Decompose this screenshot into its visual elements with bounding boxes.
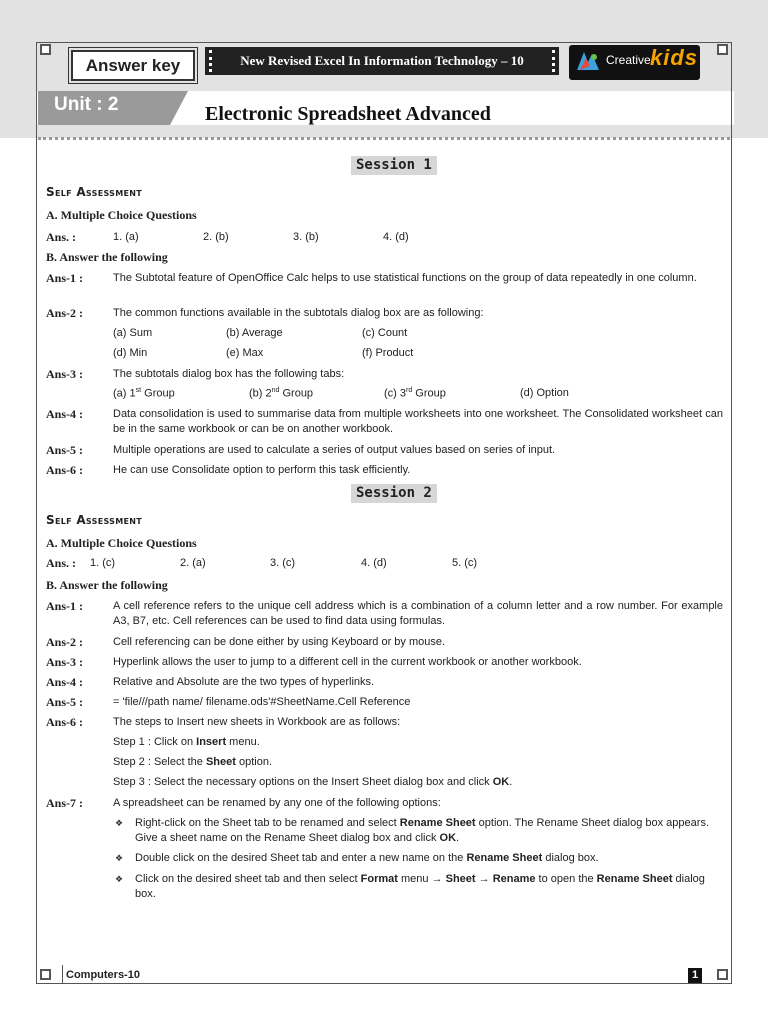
mcq-answer: 3. (c) — [270, 557, 296, 569]
ans-label: Ans. : — [46, 230, 77, 244]
answer-following-heading: B. Answer the following — [46, 578, 168, 592]
answer-text: = 'file///path name/ filename.ods'#SheetName.Cell Reference — [113, 696, 411, 708]
option-item: (b) 2nd Group — [249, 387, 314, 400]
bullet-item: Click on the desired sheet tab and then select Format menu → Sheet → Rename to open the Rename Sheet dialog box. — [135, 873, 705, 900]
answer-text: Cell referencing can be done either by using Keyboard or by mouse. — [113, 636, 446, 648]
mcq-answer: 4. (d) — [383, 231, 409, 243]
mcq-answer: 2. (b) — [203, 231, 229, 243]
mcq-heading: A. Multiple Choice Questions — [46, 536, 197, 550]
mcq-answer: 1. (c) — [90, 557, 116, 569]
bullet-icon: ❖ — [115, 818, 124, 828]
answer-text: The subtotals dialog box has the following tabs: — [113, 368, 345, 380]
answer-text: The Subtotal feature of OpenOffice Calc helps to use statistical functions on the group of data repeatedly in one column. — [113, 272, 697, 284]
answer-label: Ans-2 : — [46, 306, 84, 320]
answer-label: Ans-5 : — [46, 443, 84, 457]
answer-label: Ans-5 : — [46, 695, 84, 709]
option-item: (c) Count — [362, 327, 408, 339]
answer-text: The common functions available in the subtotals dialog box are as following: — [113, 307, 484, 319]
bullet-icon: ❖ — [115, 874, 124, 884]
answer-label: Ans-6 : — [46, 463, 84, 477]
unit-title: Electronic Spreadsheet Advanced — [205, 103, 491, 125]
logo-text: Creative — [606, 53, 651, 67]
footer-book: Computers-10 — [66, 969, 140, 981]
answer-label: Ans-1 : — [46, 599, 84, 613]
self-assessment-heading: Self Assessment — [46, 513, 143, 527]
option-item: (e) Max — [226, 347, 264, 359]
answer-label: Ans-4 : — [46, 407, 84, 421]
answer-text: Data consolidation is used to summarise data from multiple worksheets into one worksheet. The Consolidated worksheet can be in the same workbook or can be on another workbook. — [113, 408, 723, 435]
answer-label: Ans-6 : — [46, 715, 84, 729]
book-title: New Revised Excel In Information Technology – 10 — [205, 47, 559, 75]
answer-label: Ans-7 : — [46, 796, 84, 810]
mcq-answer: 3. (b) — [293, 231, 319, 243]
self-assessment-heading: Self Assessment — [46, 185, 143, 199]
answer-key-badge: Answer key — [71, 50, 195, 81]
bullet-item: Double click on the desired Sheet tab and enter a new name on the Rename Sheet dialog box. — [135, 852, 599, 864]
answer-text: Relative and Absolute are the two types of hyperlinks. — [113, 676, 375, 688]
ans-label: Ans. : — [46, 556, 77, 570]
unit-label: Unit : 2 — [54, 94, 119, 115]
answer-label: Ans-2 : — [46, 635, 84, 649]
step-item: Step 1 : Click on Insert menu. — [113, 736, 260, 748]
option-item: (d) Option — [520, 387, 569, 399]
session-2-heading: Session 2 — [351, 484, 437, 503]
footer-divider — [62, 965, 63, 983]
answer-text: A cell reference refers to the unique cell address which is a combination of a column letter and a row number. For example A3, B7, etc. Cell references can be used to find data using formulas. — [113, 600, 723, 627]
answer-label: Ans-3 : — [46, 655, 84, 669]
answer-label: Ans-4 : — [46, 675, 84, 689]
bullet-icon: ❖ — [115, 853, 124, 863]
mcq-answer: 1. (a) — [113, 231, 139, 243]
answer-text: He can use Consolidate option to perform this task efficiently. — [113, 464, 411, 476]
mcq-answer: 4. (d) — [361, 557, 387, 569]
frame-corner — [717, 44, 728, 55]
answer-text: Multiple operations are used to calculate a series of output values based on series of input. — [113, 444, 556, 456]
mcq-answer: 5. (c) — [452, 557, 478, 569]
option-item: (c) 3rd Group — [384, 387, 446, 400]
answer-label: Ans-3 : — [46, 367, 84, 381]
option-item: (d) Min — [113, 347, 148, 359]
mcq-answer: 2. (a) — [180, 557, 206, 569]
answer-text: The steps to Insert new sheets in Workbook are as follows: — [113, 716, 401, 728]
option-item: (f) Product — [362, 347, 414, 359]
frame-corner — [40, 969, 51, 980]
frame-corner — [717, 969, 728, 980]
step-item: Step 2 : Select the Sheet option. — [113, 756, 273, 768]
frame-corner — [40, 44, 51, 55]
option-item: (b) Average — [226, 327, 283, 339]
option-item: (a) 1st Group — [113, 387, 175, 400]
answer-label: Ans-1 : — [46, 271, 84, 285]
logo-mark-icon — [574, 48, 602, 76]
answer-text: Hyperlink allows the user to jump to a different cell in the current workbook or another workbook. — [113, 656, 582, 668]
page-number: 1 — [688, 968, 702, 983]
bullet-item: Right-click on the Sheet tab to be renamed and select Rename Sheet option. The Rename Sheet dialog box appears. Give a sheet name on the Rename Sheet dialog box and click OK. — [135, 817, 709, 844]
step-item: Step 3 : Select the necessary options on the Insert Sheet dialog box and click OK. — [113, 776, 513, 788]
answer-text: A spreadsheet can be renamed by any one of the following options: — [113, 797, 441, 809]
dotted-divider — [38, 137, 730, 140]
logo-kids: kids — [650, 45, 699, 70]
option-item: (a) Sum — [113, 327, 153, 339]
answer-following-heading: B. Answer the following — [46, 250, 168, 264]
session-1-heading: Session 1 — [351, 156, 437, 175]
mcq-heading: A. Multiple Choice Questions — [46, 208, 197, 222]
